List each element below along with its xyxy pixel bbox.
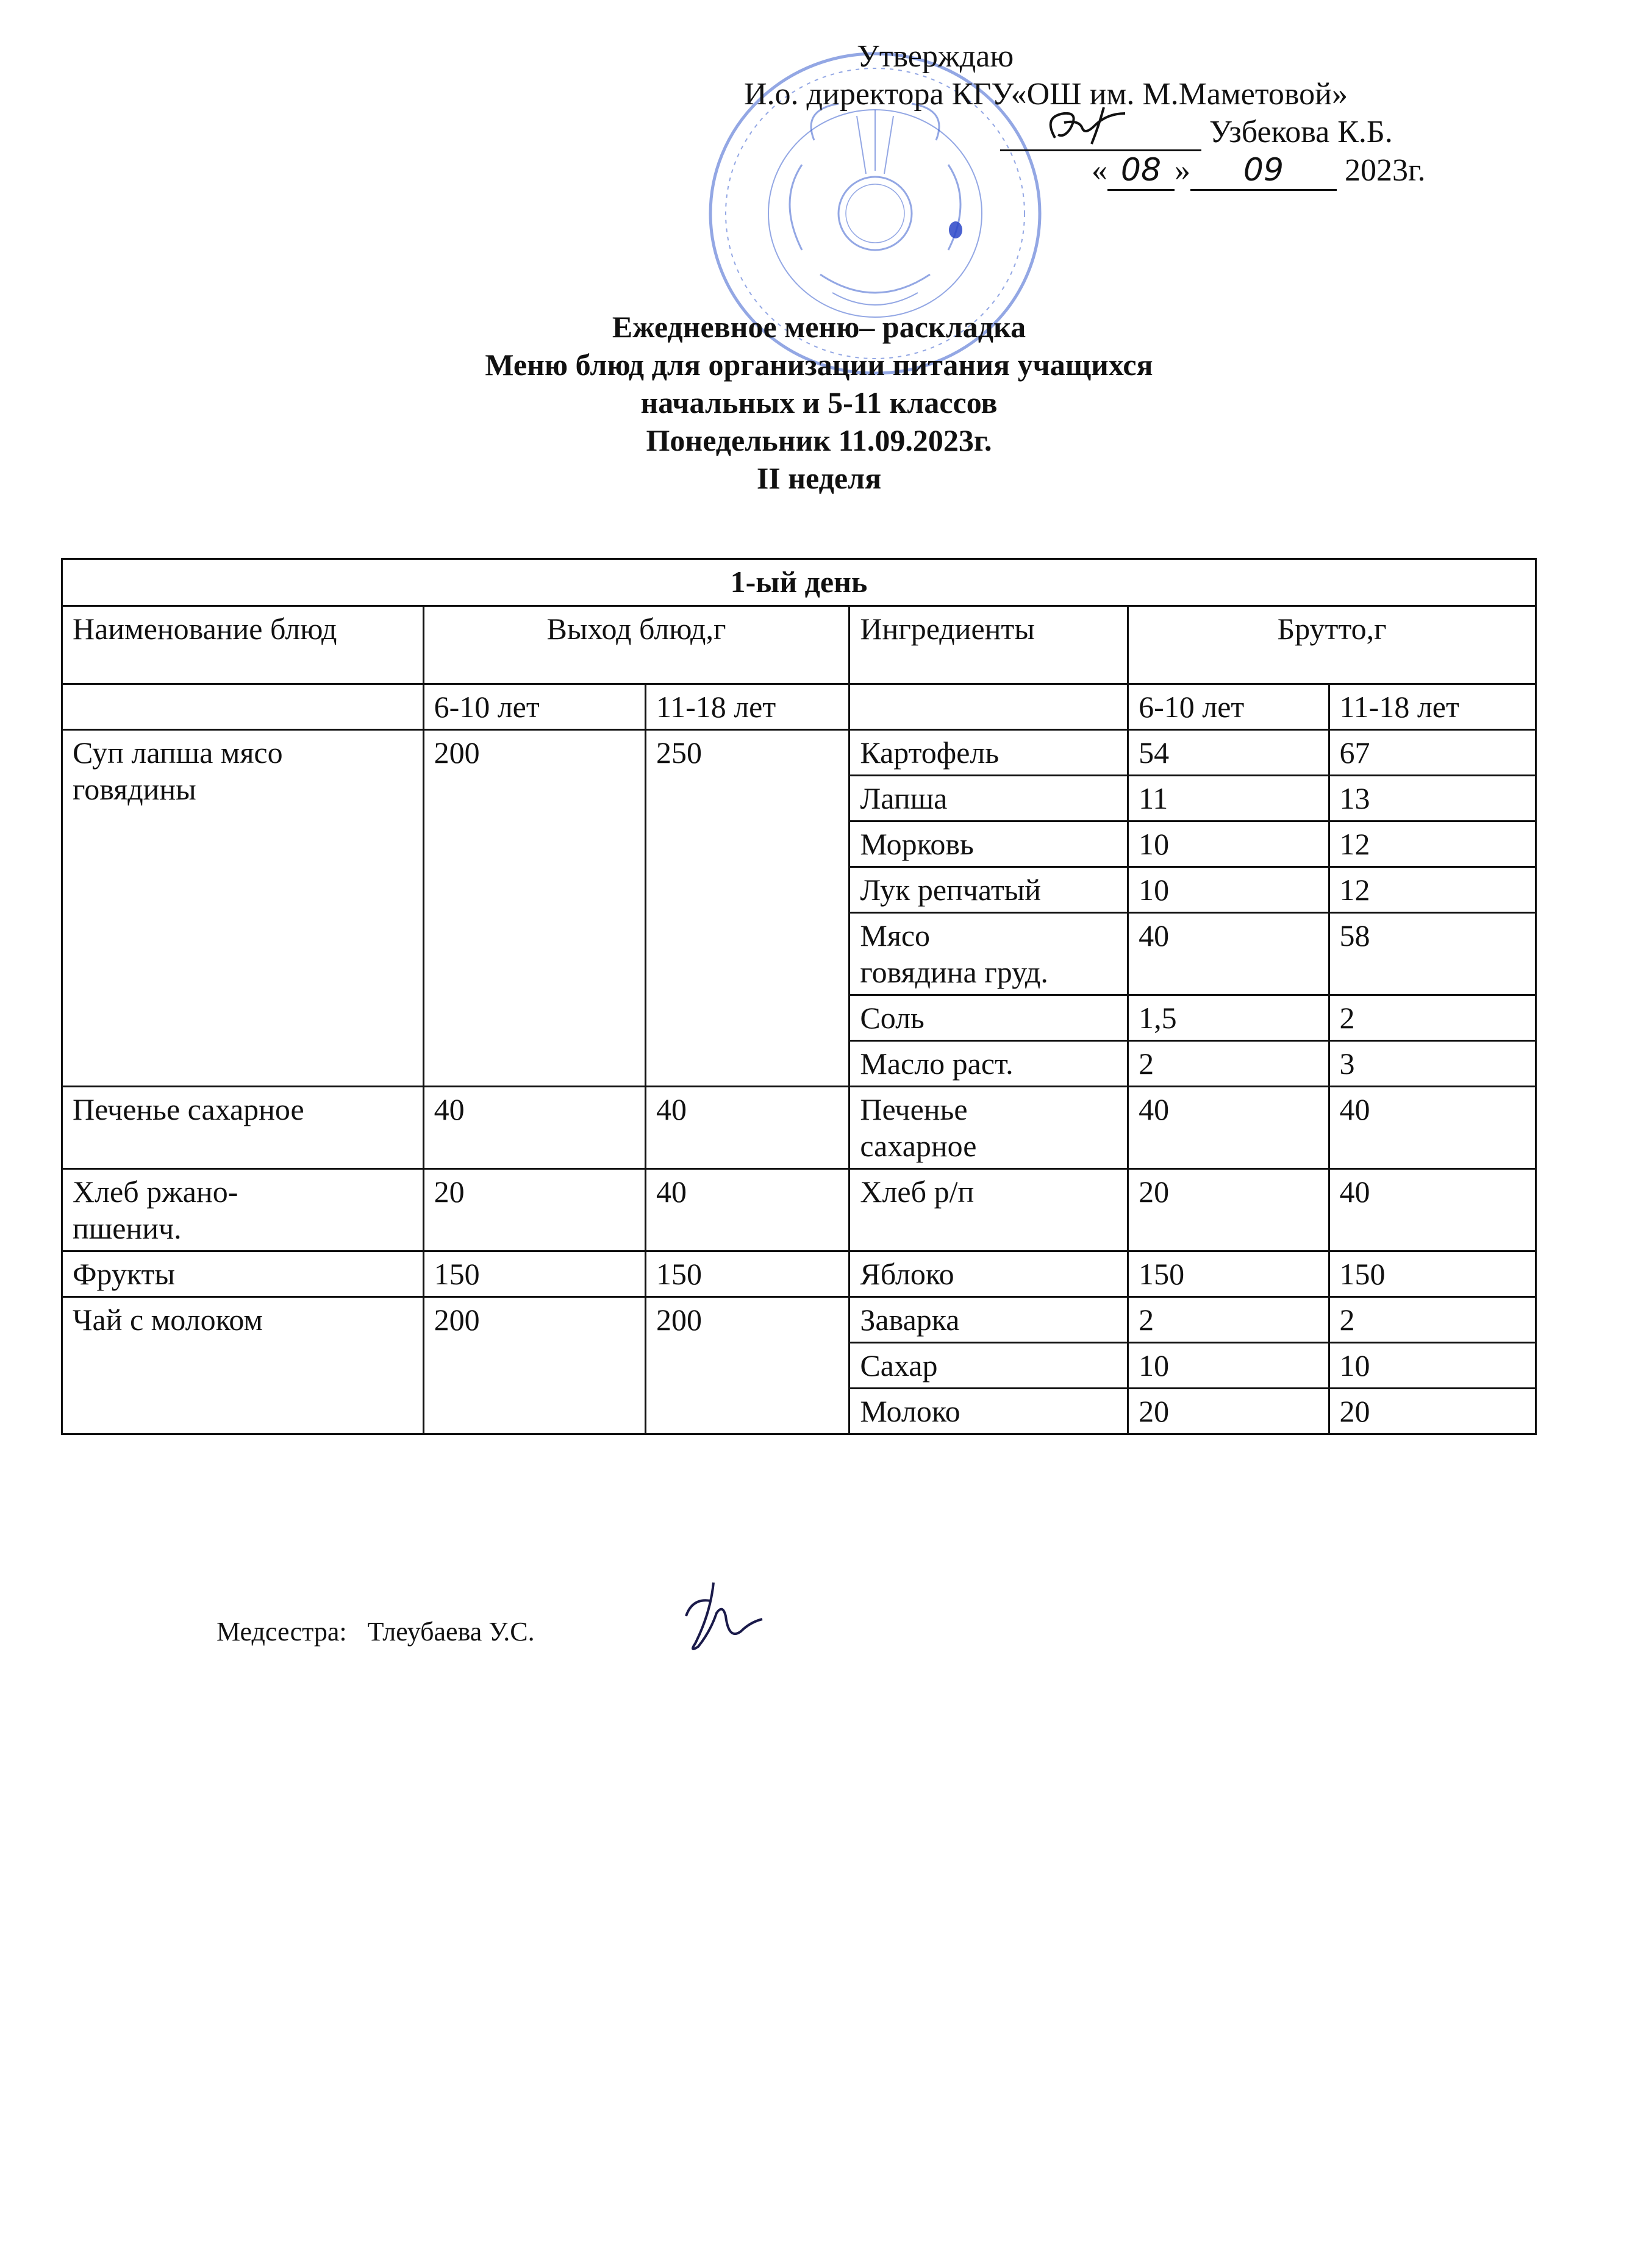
ingredient-gross-6-10: 10 [1128,821,1329,867]
ingredient-gross-6-10: 2 [1128,1041,1329,1087]
dish-name: Печенье сахарное [62,1087,424,1169]
director-signature [1000,115,1201,151]
ingredient-name: Картофель [849,730,1128,776]
dish-name: Хлеб ржано-пшенич. [62,1169,424,1251]
ingredient-gross-11-18: 2 [1329,995,1536,1041]
dish-name: Фрукты [62,1251,424,1297]
ingredient-gross-6-10: 54 [1128,730,1329,776]
ingredient-name: Яблоко [849,1251,1128,1297]
ingredient-name: Соль [849,995,1128,1041]
subheader-empty [62,684,424,730]
document-title [0,308,1638,497]
director-name: Узбекова К.Б. [1209,115,1393,149]
ingredient-gross-6-10: 40 [1128,1087,1329,1169]
table-row [62,1251,1536,1297]
handwritten-signature-icon [680,1579,784,1665]
ingredient-gross-6-10: 10 [1128,1343,1329,1389]
ingredient-gross-11-18: 12 [1329,867,1536,913]
ingredient-name: Печенье сахарное [849,1087,1128,1169]
approve-label: Утверждаю [857,39,1014,74]
dish-name: Суп лапша мясо говядины [62,730,424,1087]
title-line-5: II неделя [756,461,882,495]
ingredient-gross-6-10: 150 [1128,1251,1329,1297]
header-gross: Брутто,г [1128,606,1536,684]
approval-date-month: 09 [1190,151,1337,191]
ingredient-gross-6-10: 11 [1128,776,1329,821]
ingredient-gross-11-18: 20 [1329,1389,1536,1434]
dish-yield-11-18: 200 [645,1297,849,1434]
dish-yield-11-18: 40 [645,1169,849,1251]
table-row [62,1169,1536,1251]
subheader-gross-6-10: 6-10 лет [1128,684,1329,730]
subheader-empty [849,684,1128,730]
menu-table [61,558,1537,1435]
dish-yield-11-18: 150 [645,1251,849,1297]
nurse-role-label: Медсестра: [216,1617,347,1647]
day-header: 1-ый день [62,559,1536,606]
ingredient-gross-6-10: 20 [1128,1389,1329,1434]
ingredient-name: Хлеб р/п [849,1169,1128,1251]
approval-block [701,38,1555,191]
ingredient-name: Мясо говядина груд. [849,913,1128,995]
title-line-3: начальных и 5-11 классов [640,385,998,420]
ingredient-gross-11-18: 10 [1329,1343,1536,1389]
ingredient-gross-11-18: 2 [1329,1297,1536,1343]
handwritten-signature-icon [1037,104,1165,147]
header-dish-name: Наименование блюд [62,606,424,684]
dish-yield-11-18: 250 [645,730,849,1087]
dish-yield-6-10: 150 [423,1251,645,1297]
dish-yield-6-10: 200 [423,730,645,1087]
ingredient-name: Молоко [849,1389,1128,1434]
title-line-4: Понедельник 11.09.2023г. [646,423,992,457]
ingredient-gross-11-18: 58 [1329,913,1536,995]
ingredient-name: Лапша [849,776,1128,821]
table-header-row [62,606,1536,684]
ingredient-gross-6-10: 10 [1128,867,1329,913]
ingredient-name: Масло раст. [849,1041,1128,1087]
title-line-2: Меню блюд для организации питания учащихся [485,348,1153,382]
table-row [62,1297,1536,1343]
ingredient-gross-11-18: 13 [1329,776,1536,821]
approval-date-day: 08 [1107,151,1175,191]
ingredient-gross-11-18: 12 [1329,821,1536,867]
director-position: И.о. директора КГУ«ОШ им. М.Маметовой» [744,77,1348,112]
ingredient-gross-11-18: 67 [1329,730,1536,776]
subheader-yield-11-18: 11-18 лет [645,684,849,730]
dish-yield-11-18: 40 [645,1087,849,1169]
table-row [62,730,1536,776]
ingredient-name: Лук репчатый [849,867,1128,913]
subheader-gross-11-18: 11-18 лет [1329,684,1536,730]
ingredient-gross-6-10: 40 [1128,913,1329,995]
approval-date-year: 2023г. [1345,153,1426,188]
table-subheader-row [62,684,1536,730]
nurse-signature-block [216,1616,535,1647]
director-signature-line [701,113,1555,151]
dish-name: Чай с молоком [62,1297,424,1434]
ingredient-name: Заварка [849,1297,1128,1343]
ingredient-gross-6-10: 20 [1128,1169,1329,1251]
dish-yield-6-10: 200 [423,1297,645,1434]
table-row [62,1087,1536,1169]
ingredient-gross-11-18: 150 [1329,1251,1536,1297]
header-ingredients: Ингредиенты [849,606,1128,684]
header-yield: Выход блюд,г [423,606,849,684]
ingredient-gross-11-18: 40 [1329,1087,1536,1169]
ingredient-gross-11-18: 3 [1329,1041,1536,1087]
ingredient-name: Сахар [849,1343,1128,1389]
dish-yield-6-10: 40 [423,1087,645,1169]
dish-yield-6-10: 20 [423,1169,645,1251]
ingredient-gross-11-18: 40 [1329,1169,1536,1251]
title-line-1: Ежедневное меню– раскладка [612,310,1026,344]
ingredient-gross-6-10: 1,5 [1128,995,1329,1041]
table-row [62,559,1536,606]
approval-date: « 08 » 09 2023г. [701,151,1555,191]
subheader-yield-6-10: 6-10 лет [423,684,645,730]
ingredient-name: Морковь [849,821,1128,867]
nurse-name: Тлеубаева У.С. [367,1617,535,1647]
ingredient-gross-6-10: 2 [1128,1297,1329,1343]
